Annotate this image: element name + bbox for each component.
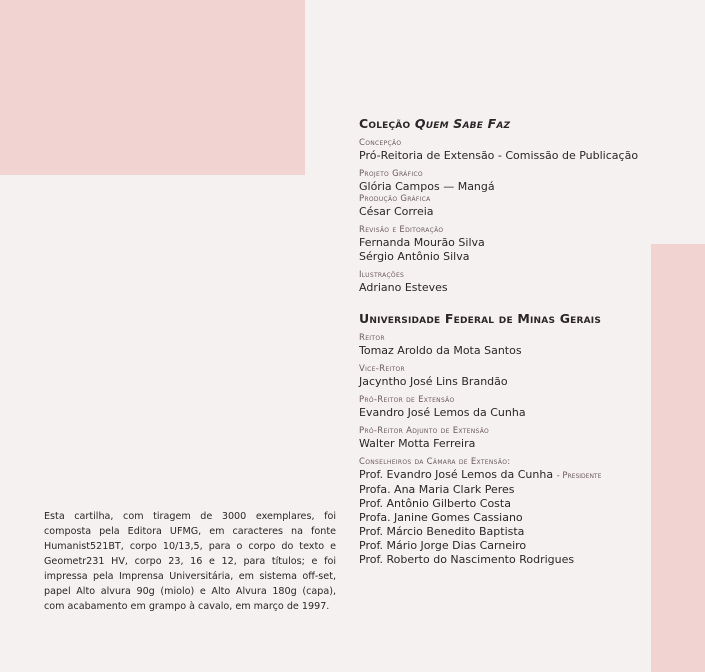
conselheiro-item (359, 468, 689, 483)
collection-heading-title: Quem Sabe Faz (414, 116, 511, 131)
producao-grafica-name: César Correia (359, 205, 434, 218)
conselheiro-name: Prof. Evandro José Lemos da Cunha (359, 468, 554, 481)
ilustracoes-name: Adriano Esteves (359, 281, 448, 294)
pro-reitor-name: Evandro José Lemos da Cunha (359, 406, 526, 419)
conselheiro-item: Profa. Ana Maria Clark Peres (359, 483, 515, 496)
revisao-role: Revisão e Editoração (359, 225, 444, 235)
projeto-grafico-role: Projeto Gráfico (359, 169, 423, 179)
revisao-name-2: Sérgio Antônio Silva (359, 250, 470, 263)
projeto-grafico-name: Glória Campos — Mangá (359, 180, 495, 193)
collection-heading (359, 116, 689, 132)
university-heading: Universidade Federal de Minas Gerais (359, 311, 602, 326)
conselheiros-role: Conselheiros da Câmara de Extensão: (359, 457, 511, 467)
colophon-paragraph: Esta cartilha, com tiragem de 3000 exemplares, foi composta pela Editora UFMG, em caracteres na fonte Humanist521BT, corpo 10/13,5, para o corpo do texto e Geometr231 HV, corpo 23, 16 e 12, para títulos; e foi impressa pela Imprensa Universitária, em sistema off-set, papel Alto alvura 90g (miolo) e Alto Alvura 180g (capa), com acabamento em grampo à cavalo, em março de 1997. (44, 511, 336, 612)
conselheiro-item: Prof. Márcio Benedito Baptista (359, 525, 525, 538)
credits-section (359, 116, 689, 567)
president-suffix: - Presidente (556, 471, 602, 481)
producao-grafica-role: Produção Gráfica (359, 194, 431, 204)
reitor-role: Reitor (359, 333, 385, 343)
conselheiro-item: Prof. Antônio Gilberto Costa (359, 497, 511, 510)
concepcao-role: Concepção (359, 138, 402, 148)
pro-reitor-adjunto-name: Walter Motta Ferreira (359, 437, 476, 450)
concepcao-name: Pró-Reitoria de Extensão - Comissão de Publicação (359, 149, 639, 162)
reitor-name: Tomaz Aroldo da Mota Santos (359, 344, 522, 357)
pink-decorative-block (0, 0, 305, 175)
collection-heading-prefix: Coleção (359, 116, 411, 131)
conselheiro-item: Prof. Roberto do Nascimento Rodrigues (359, 553, 575, 566)
conselheiro-item: Profa. Janine Gomes Cassiano (359, 511, 523, 524)
conselheiro-item: Prof. Mário Jorge Dias Carneiro (359, 539, 527, 552)
pro-reitor-role: Pró-Reitor de Extensão (359, 395, 455, 405)
vice-reitor-role: Vice-Reitor (359, 364, 405, 374)
vice-reitor-name: Jacyntho José Lins Brandão (359, 375, 508, 388)
revisao-name-1: Fernanda Mourão Silva (359, 236, 485, 249)
pro-reitor-adjunto-role: Pró-Reitor Adjunto de Extensão (359, 426, 490, 436)
ilustracoes-role: Ilustrações (359, 270, 405, 280)
